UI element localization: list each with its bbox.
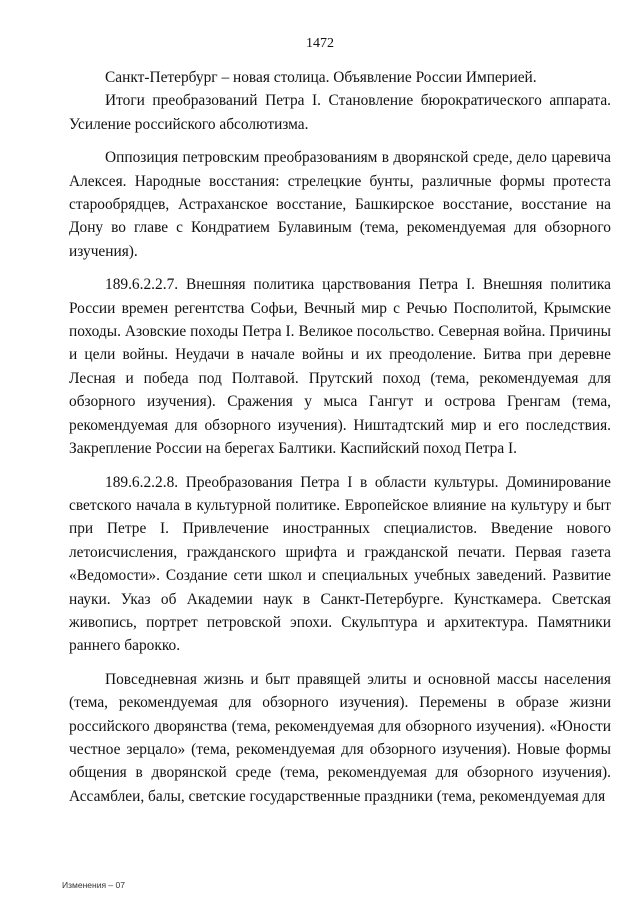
- document-body: [69, 66, 611, 818]
- page-number: 1472: [306, 36, 334, 51]
- paragraph-1: Санкт-Петербург – новая столица. Объявление России Империей.: [105, 69, 537, 86]
- paragraph-2: Итоги преобразований Петра I. Становление бюрократического аппарата. Усиление российского абсолютизма.: [69, 92, 611, 133]
- revision-footer: Изменения – 07: [62, 880, 125, 890]
- paragraph-3: Оппозиция петровским преобразованиям в дворянской среде, дело царевича Алексея. Народные восстания: стрелецкие бунты, различные формы протеста старообрядцев, Астраханское восстание, Башкирское восстание, восстание на Дону во главе с Кондратием Булавиным (тема, рекомендуемая для обзорного изучения).: [69, 149, 611, 260]
- paragraph-5: 189.6.2.2.8. Преобразования Петра I в области культуры. Доминирование светского начала в культурной политике. Европейское влияние на культуру и быт при Петре I. Привлечение иностранных специалистов. Введение нового летоисчисления, гражданского шрифта и гражданской печати. Первая газета «Ведомости». Создание сети школ и специальных учебных заведений. Развитие науки. Указ об Академии наук в Санкт-Петербурге. Кунсткамера. Светская живопись, портрет петровской эпохи. Скульптура и архитектура. Памятники раннего барокко.: [69, 473, 611, 655]
- paragraph-6: Повседневная жизнь и быт правящей элиты и основной массы населения (тема, рекомендуемая для обзорного изучения). Перемены в образе жизни российского дворянства (тема, рекомендуемая для обзорного изучения). «Юности честное зерцало» (тема, рекомендуемая для обзорного изучения). Новые формы общения в дворянской среде (тема, рекомендуемая для обзорного изучения). Ассамблеи, балы, светские государственные праздники (тема, рекомендуемая для: [69, 670, 611, 805]
- paragraph-4: 189.6.2.2.7. Внешняя политика царствования Петра I. Внешняя политика России времен регентства Софьи, Вечный мир с Речью Посполитой, Крымские походы. Азовские походы Петра I. Великое посольство. Северная война. Причины и цели войны. Неудачи в начале войны и их преодоление. Битва при деревне Лесная и победа под Полтавой. Прутский поход (тема, рекомендуемая для обзорного изучения). Сражения у мыса Гангут и острова Гренгам (тема, рекомендуемая для обзорного изучения). Ништадтский мир и его последствия. Закрепление России на берегах Балтики. Каспийский поход Петра I.: [69, 276, 611, 458]
